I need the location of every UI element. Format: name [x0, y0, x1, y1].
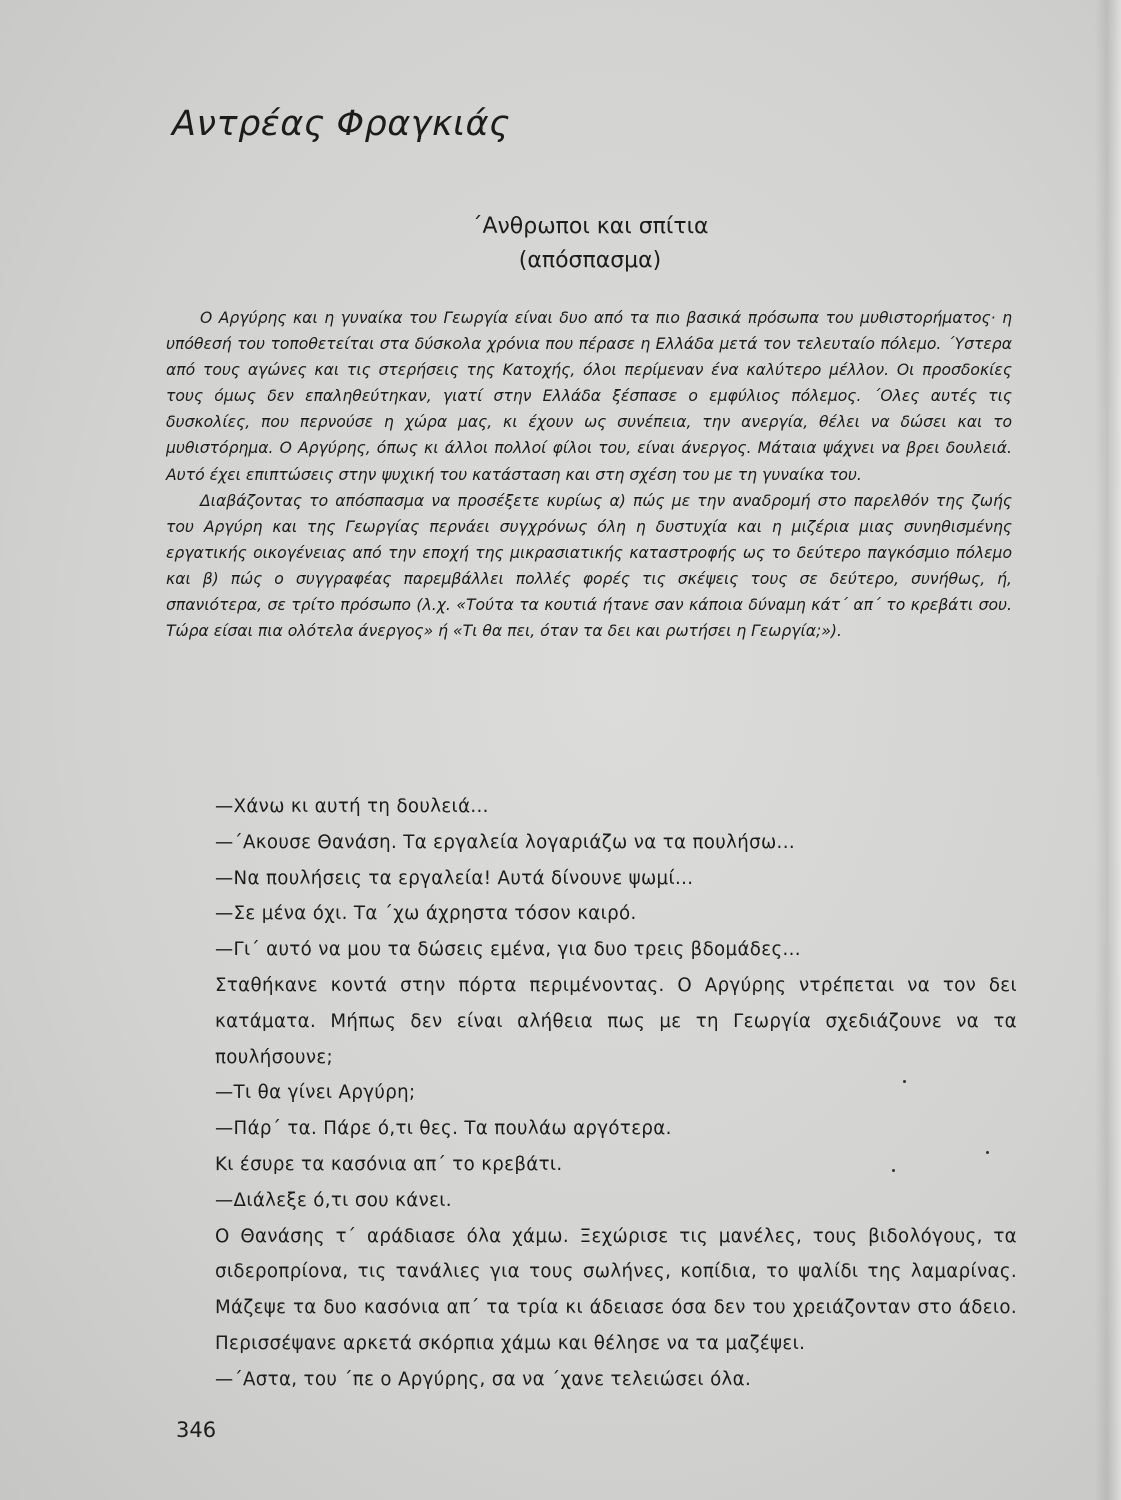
story-line: —Να πουλήσεις τα εργαλεία! Αυτά δίνουνε ψωμί... [215, 867, 694, 889]
ink-speck [986, 1151, 989, 1154]
story-line: —Διάλεξε ό,τι σου κάνει. [215, 1189, 452, 1211]
intro-paragraph-1: Ο Αργύρης και η γυναίκα του Γεωργία είναι δυο από τα πιο βασικά πρόσωπα του μυθιστορήματος· η υπόθεσή του τοποθετείται στα δύσκολα χρόνια που πέρασε η Ελλάδα μετά τον τελευταίο πόλεμο. ΄Υστερα από τους αγώνες και τις στερήσεις της Κατοχής, όλοι περίμεναν ένα καλύτερο μέλλον. Οι προσδοκίες τους όμως δεν επαληθεύτηκαν, γιατί στην Ελλάδα ξέσπασε ο εμφύλιος πόλεμος. ΄Ολες αυτές τις δυσκολίες, που περνούσε η χώρα μας, κι έχουν ως συνέπεια, την ανεργία, θέλει να δώσει και το μυθιστόρημα. Ο Αργύρης, όπως κι άλλοι πολλοί φίλοι του, είναι άνεργος. Μάταια ψάχνει να βρει δουλειά. Αυτό έχει επιπτώσεις στην ψυχική του κατάσταση και στη σχέση του με τη γυναίκα του. [166, 309, 1012, 484]
author-name: Αντρέας Φραγκιάς [172, 104, 511, 144]
title-subtitle: (απόσπασμα) [518, 248, 662, 273]
story-paragraph: Σταθήκανε κοντά στην πόρτα περιμένοντας. Ο Αργύρης ντρέπεται να τον δει κατάματα. Μήπως δεν είναι αλήθεια πως με τη Γεωργία σχεδιάζουνε να τα πουλήσουνε; [215, 974, 1017, 1068]
story-line: —Γι΄ αυτό να μου τα δώσεις εμένα, για δυο τρεις βδομάδες... [215, 939, 801, 961]
story-line: —Χάνω κι αυτή τη δουλειά... [215, 796, 489, 817]
story-line: —΄Ακουσε Θανάση. Τα εργαλεία λογαριάζω να τα πουλήσω... [215, 831, 795, 853]
introduction-text [166, 305, 1012, 644]
story-line: Κι έσυρε τα κασόνια απ΄ το κρεβάτι. [215, 1153, 563, 1175]
story-excerpt [215, 789, 1017, 1398]
page-number: 346 [176, 1418, 217, 1442]
story-paragraph: Ο Θανάσης τ΄ αράδιασε όλα χάμω. Ξεχώρισε τις μανέλες, τους βιδολόγους, τα σιδεροπρίονα, τις τανάλιες για τους σωλήνες, κοπίδια, το ψαλίδι της λαμαρίνας. Μάζεψε τα δυο κασόνια απ΄ τα τρία κι άδειασε όσα δεν του χρειάζονταν στο άδειο. Περισσέψανε αρκετά σκόρπια χάμω και θέλησε να τα μαζέψει. [215, 1225, 1017, 1354]
story-line: —Πάρ΄ τα. Πάρε ό,τι θες. Τα πουλάω αργότερα. [215, 1118, 672, 1140]
title-main: ΄Ανθρωποι και σπίτια [471, 214, 709, 239]
story-line: —Σε μένα όχι. Τα ΄χω άχρηστα τόσον καιρό. [215, 903, 637, 925]
ink-speck [903, 1080, 906, 1083]
story-line: —Τι θα γίνει Αργύρη; [215, 1082, 416, 1104]
story-line: —΄Αστα, του ΄πε ο Αργύρης, σα να ΄χανε τελειώσει όλα. [215, 1368, 752, 1390]
ink-speck [892, 1169, 895, 1172]
intro-paragraph-2: Διαβάζοντας το απόσπασμα να προσέξετε κυρίως α) πώς με την αναδρομή στο παρελθόν της ζωής του Αργύρη και της Γεωργίας περνάει συγχρόνως όλη η δυστυχία και η μιζέρια μιας συνηθισμένης εργατικής οικογένειας από την εποχή της μικρασιατικής καταστροφής ως το δεύτερο παγκόσμιο πόλεμο και β) πώς ο συγγραφέας παρεμβάλλει πολλές φορές τις σκέψεις τους σε δεύτερο, συνήθως, ή, σπανιότερα, σε τρίτο πρόσωπο (λ.χ. «Τούτα τα κουτιά ήτανε σαν κάποια δύναμη κάτ΄ απ΄ το κρεβάτι σου. Τώρα είσαι πια ολότελα άνεργος» ή «Τι θα πει, όταν τα δει και ρωτήσει η Γεωργία;»). [166, 491, 1012, 641]
chapter-title [0, 210, 1121, 278]
